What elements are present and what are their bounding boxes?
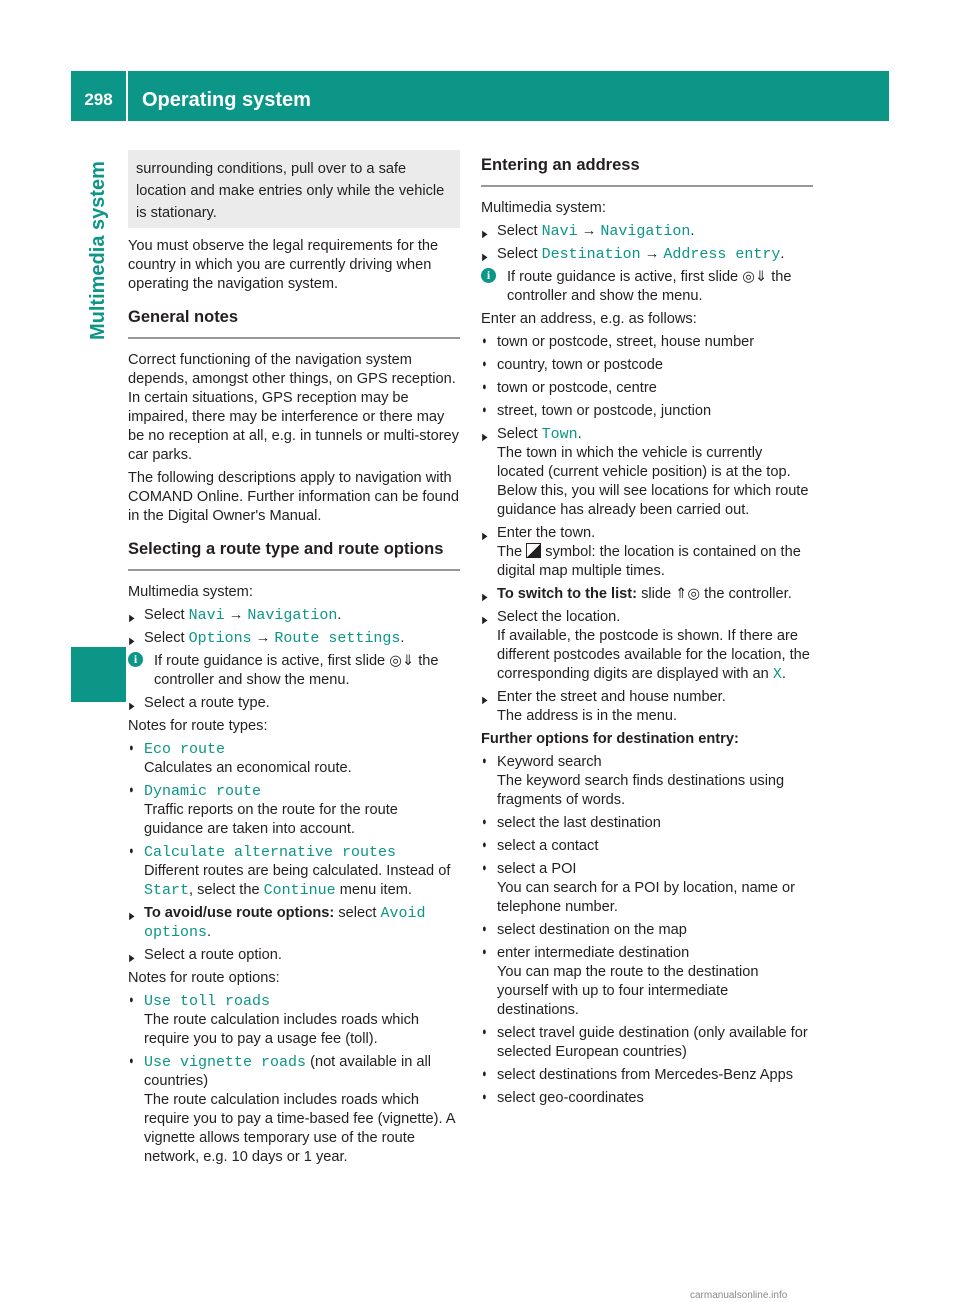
menu-navigation: Navigation — [600, 223, 691, 240]
option-contact: ● select a contact — [481, 837, 813, 856]
option-last-destination: ● select the last destination — [481, 814, 813, 833]
general-paragraph-1: Correct functioning of the navigation system depends, amongst other things, on GPS reception. In certain situations, GPS reception may be impaired, there may be interference or there may be no reception at all, e.g. in tunnels or multi-storey car parks. — [128, 352, 459, 463]
info-icon: i — [481, 268, 496, 283]
multimedia-label: Multimedia system: — [481, 200, 606, 216]
route-type-alternative: ● Calculate alternative routes Different routes are being calculated. Instead of Start, select the Continue menu item. — [128, 843, 460, 900]
multimedia-label: Multimedia system: — [128, 584, 253, 600]
menu-avoid-options: Avoid options — [144, 905, 426, 941]
step-select-navi: ▶ Select Navi → Navigation. — [128, 606, 460, 625]
menu-navi: Navi — [541, 223, 578, 240]
heading-route-options: Selecting a route type and route options — [128, 540, 460, 571]
menu-start: Start — [144, 882, 190, 899]
option-geo: ● select geo-coordinates — [481, 1089, 813, 1108]
menu-destination: Destination — [541, 246, 641, 263]
menu-x: X — [772, 666, 782, 683]
route-option-vignette: ● Use vignette roads (not available in all countries) The route calculation includes roads which require you to pay a time-based fee (vignette). A vignette allows temporary use of the route network, e.g. 10 days or 1 year. — [128, 1053, 460, 1167]
side-tab-label: Multimedia system — [87, 161, 109, 340]
arrow-icon: → — [255, 630, 271, 646]
address-format-3: ● town or postcode, centre — [481, 379, 813, 398]
arrow-icon: → — [644, 246, 660, 262]
address-format-1: ● town or postcode, street, house number — [481, 333, 813, 352]
option-keyword: ● Keyword search The keyword search finds destinations using fragments of words. — [481, 753, 813, 810]
option-intermediate: ● enter intermediate destination You can map the route to the destination yourself with up to four intermediate destinations. — [481, 944, 813, 1020]
info-note: i If route guidance is active, first slide ◎⇓ the controller and show the menu. — [128, 652, 460, 690]
general-paragraph-2: The following descriptions apply to navigation with COMAND Online. Further information can be found in the Digital Owner's Manual. — [128, 470, 459, 524]
step-switch-list: ▶ To switch to the list: slide ⇑◎ the controller. — [481, 585, 813, 604]
page-header — [71, 71, 889, 121]
step-select-town: ▶ Select Town. The town in which the vehicle is currently located (current vehicle position) is at the top. Below this, you will see locations for which route guidance has already been carried out. — [481, 425, 813, 520]
step-select-destination: ▶ Select Destination → Address entry. — [481, 245, 813, 264]
footer-watermark: carmanualsonline.info — [690, 1290, 788, 1301]
step-select-route-option: ▶ Select a route option. — [128, 946, 460, 965]
step-select-options: ▶ Select Options → Route settings. — [128, 629, 460, 648]
step-select-navi: ▶ Select Navi → Navigation. — [481, 222, 813, 241]
menu-navigation: Navigation — [247, 607, 338, 624]
legal-paragraph: You must observe the legal requirements for the country in which you are currently driving when operating the navigation system. — [128, 238, 439, 292]
option-apps: ● select destinations from Mercedes-Benz Apps — [481, 1066, 813, 1085]
arrow-icon: → — [228, 607, 244, 623]
menu-town: Town — [541, 426, 578, 443]
menu-navi: Navi — [188, 607, 225, 624]
option-poi: ● select a POI You can search for a POI by location, name or telephone number. — [481, 860, 813, 917]
info-icon: i — [128, 652, 143, 667]
left-column — [128, 150, 460, 1171]
right-column — [481, 150, 813, 1112]
heading-entering-address: Entering an address — [481, 156, 813, 187]
info-note: i If route guidance is active, first slide ◎⇓ the controller and show the menu. — [481, 268, 813, 306]
header-divider — [126, 71, 128, 121]
step-select-route-type: ▶ Select a route type. — [128, 694, 460, 713]
step-avoid-options: ▶ To avoid/use route options: select Avoid options. — [128, 904, 460, 942]
side-tab-marker — [71, 647, 126, 702]
notes-route-types: Notes for route types: — [128, 718, 268, 734]
step-enter-town: ▶ Enter the town. The symbol: the location is contained on the digital map multiple times. — [481, 524, 813, 581]
triangle-icon — [526, 543, 541, 558]
heading-general-notes: General notes — [128, 308, 460, 339]
note-box: surrounding conditions, pull over to a safe location and make entries only while the vehicle is stationary. — [128, 150, 460, 228]
menu-options: Options — [188, 630, 252, 647]
menu-route-settings: Route settings — [274, 630, 401, 647]
option-travel-guide: ● select travel guide destination (only available for selected European countries) — [481, 1024, 813, 1062]
further-options-heading: Further options for destination entry: — [481, 731, 739, 747]
page-title: Operating system — [142, 89, 311, 111]
address-format-4: ● street, town or postcode, junction — [481, 402, 813, 421]
page-number: 298 — [84, 90, 113, 109]
route-type-eco: ● Eco route Calculates an economical route. — [128, 740, 460, 778]
option-map: ● select destination on the map — [481, 921, 813, 940]
menu-address-entry: Address entry — [663, 246, 781, 263]
arrow-icon: → — [581, 223, 597, 239]
step-enter-street: ▶ Enter the street and house number. The address is in the menu. — [481, 688, 813, 726]
route-option-toll: ● Use toll roads The route calculation includes roads which require you to pay a usage fee (toll). — [128, 992, 460, 1049]
enter-address-intro: Enter an address, e.g. as follows: — [481, 311, 697, 327]
route-type-dynamic: ● Dynamic route Traffic reports on the route for the route guidance are taken into account. — [128, 782, 460, 839]
menu-continue: Continue — [263, 882, 336, 899]
step-select-location: ▶ Select the location. If available, the postcode is shown. If there are different postcodes available for the location, the corresponding digits are displayed with an X. — [481, 608, 813, 684]
address-format-2: ● country, town or postcode — [481, 356, 813, 375]
notes-route-options: Notes for route options: — [128, 970, 280, 986]
